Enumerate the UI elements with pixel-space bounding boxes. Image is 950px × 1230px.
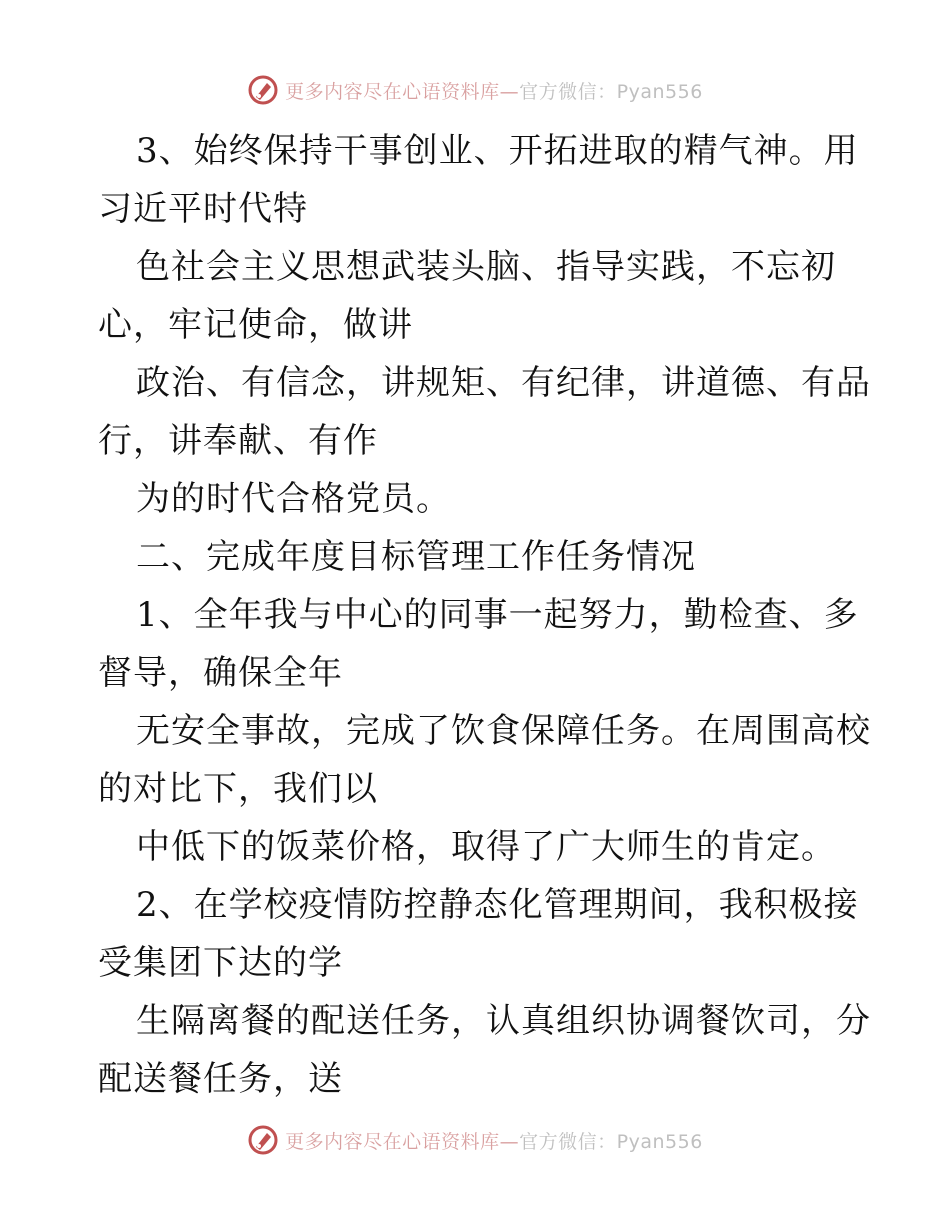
footer-banner-site: 更多内容尽在心语资料库— xyxy=(285,1130,520,1153)
header-banner-text xyxy=(285,77,703,104)
paragraph-line: 为的时代合格党员。 xyxy=(136,479,451,519)
header-banner xyxy=(0,70,950,110)
paragraph-line: 的对比下，我们以 xyxy=(98,769,378,809)
paragraph-line: 3、始终保持干事创业、开拓进取的精气神。用 xyxy=(136,131,859,171)
paragraph-line: 习近平时代特 xyxy=(98,189,308,229)
paragraph-line: 中低下的饭菜价格，取得了广大师生的肯定。 xyxy=(136,827,836,867)
paragraph-line: 行，讲奉献、有作 xyxy=(98,421,378,461)
header-banner-wechat: 官方微信：Pyan556 xyxy=(519,80,703,103)
paragraph-line: 配送餐任务，送 xyxy=(98,1059,343,1099)
pen-seal-icon xyxy=(247,74,279,106)
paragraph-line: 受集团下达的学 xyxy=(98,943,343,983)
document-body xyxy=(98,122,871,1108)
paragraph-line: 2、在学校疫情防控静态化管理期间，我积极接 xyxy=(136,885,859,925)
section-heading: 二、完成年度目标管理工作任务情况 xyxy=(136,537,696,577)
footer-banner-wechat: 官方微信：Pyan556 xyxy=(519,1130,703,1153)
paragraph-line: 色社会主义思想武装头脑、指导实践，不忘初 xyxy=(136,247,836,287)
header-banner-site: 更多内容尽在心语资料库— xyxy=(285,80,520,103)
paragraph-line: 心，牢记使命，做讲 xyxy=(98,305,413,345)
paragraph-line: 政治、有信念，讲规矩、有纪律，讲道德、有品 xyxy=(136,363,871,403)
paragraph-line: 生隔离餐的配送任务，认真组织协调餐饮司，分 xyxy=(136,1001,871,1041)
paragraph-line: 无安全事故，完成了饮食保障任务。在周围高校 xyxy=(136,711,871,751)
footer-banner-text xyxy=(285,1127,703,1154)
paragraph-line: 督导，确保全年 xyxy=(98,653,343,693)
footer-banner xyxy=(0,1120,950,1160)
pen-seal-icon xyxy=(247,1124,279,1156)
paragraph-line: 1、全年我与中心的同事一起努力，勤检查、多 xyxy=(136,595,859,635)
